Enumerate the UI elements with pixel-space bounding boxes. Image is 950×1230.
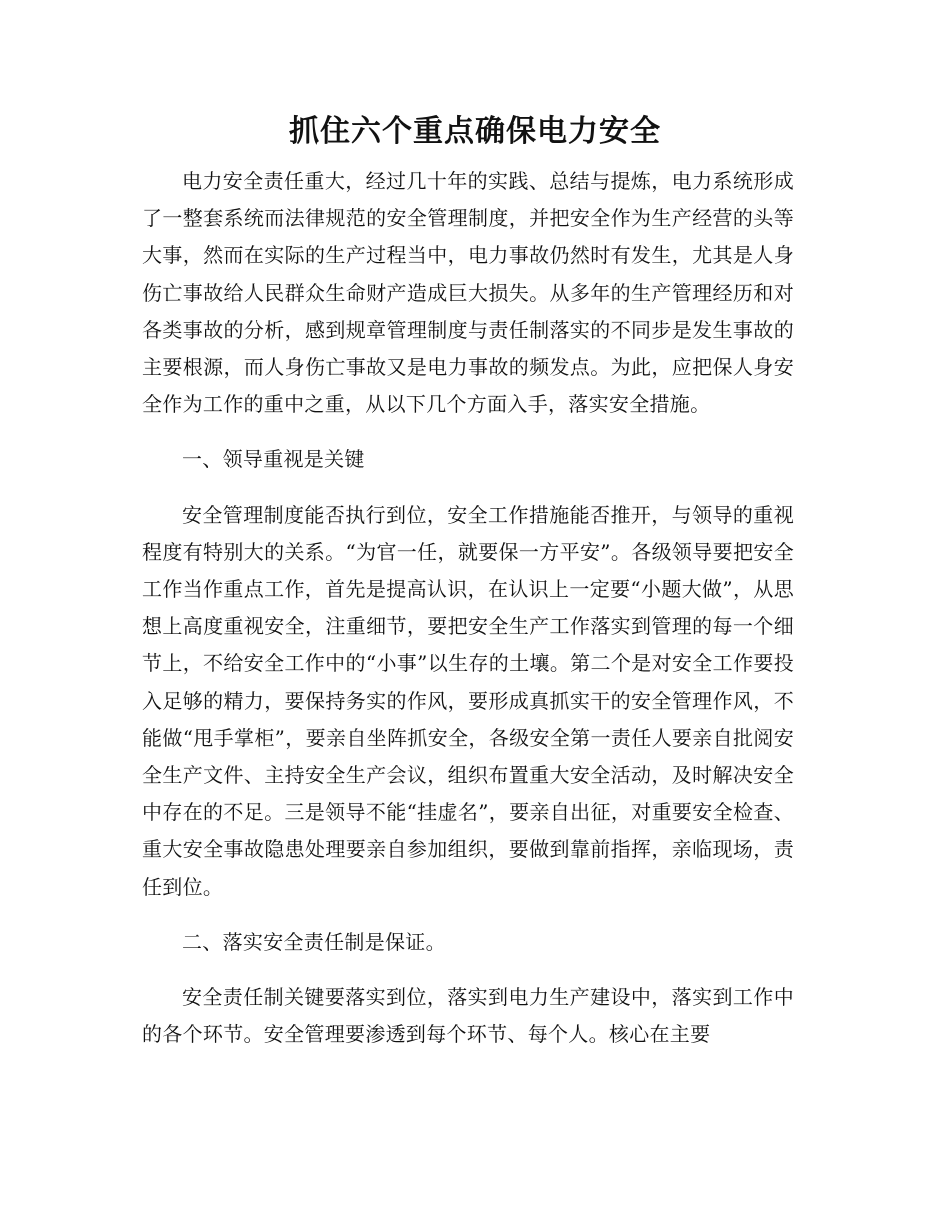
document-title: 抓住六个重点确保电力安全 bbox=[289, 114, 661, 149]
paragraph-intro: 电力安全责任重大，经过几十年的实践、总结与提炼，电力系统形成了一整套系统而法律规范的安全管理制度，并把安全作为生产经营的头等大事，然而在实际的生产过程当中，电力事故仍然时有发生，尤其是人身伤亡事故给人民群众生命财产造成巨大损失。从多年的生产管理经历和对各类事故的分析，感到规章管理制度与责任制落实的不同步是发生事故的主要根源，而人身伤亡事故又是电力事故的频发点。为此，应把保人身安全作为工作的重中之重，从以下几个方面入手，落实安全措施。 bbox=[142, 169, 794, 417]
section-heading-1: 一、领导重视是关键 bbox=[182, 447, 365, 472]
paragraph-section-1: 安全管理制度能否执行到位，安全工作措施能否推开，与领导的重视程度有特别大的关系。“为官一任，就要保一方平安”。各级领导要把安全工作当作重点工作，首先是提高认识，在认识上一定要“小题大做”，从思想上高度重视安全，注重细节，要把安全生产工作落实到管理的每一个细节上，不给安全工作中的“小事”以生存的土壤。第二个是对安全工作要投入足够的精力，要保持务实的作风，要形成真抓实干的安全管理作风，不能做“甩手掌柜”，要亲自坐阵抓安全，各级安全第一责任人要亲自批阅安全生产文件、主持安全生产会议，组织布置重大安全活动，及时解决安全中存在的不足。三是领导不能“挂虚名”，要亲自出征，对重要安全检查、重大安全事故隐患处理要亲自参加组织，要做到靠前指挥，亲临现场，责任到位。 bbox=[142, 502, 794, 899]
section-heading-2: 二、落实安全责任制是保证。 bbox=[182, 929, 446, 954]
document-body bbox=[142, 163, 794, 1053]
paragraph-section-2: 安全责任制关键要落实到位，落实到电力生产建设中，落实到工作中的各个环节。安全管理要渗透到每个环节、每个人。核心在主要 bbox=[142, 985, 794, 1047]
